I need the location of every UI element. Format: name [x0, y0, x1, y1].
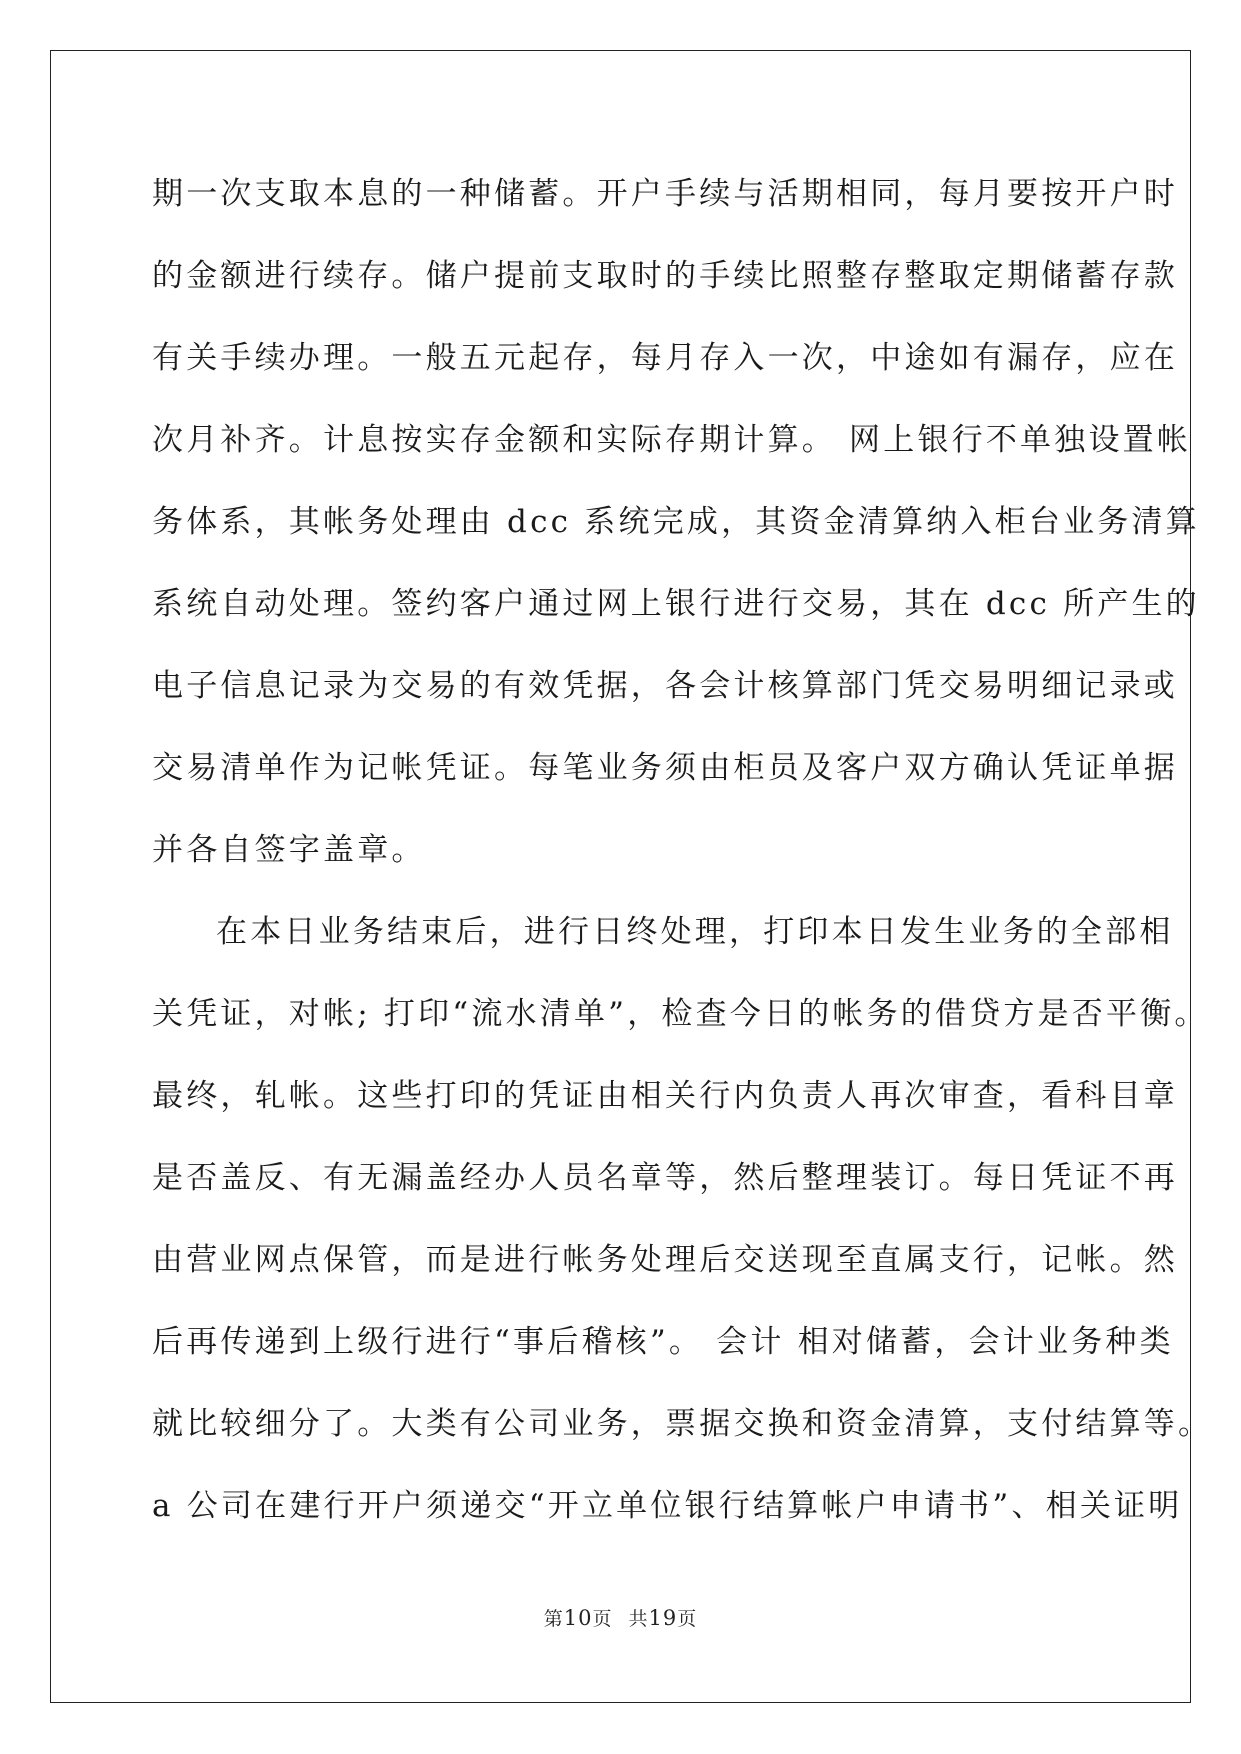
text-line-8: 交易清单作为记帐凭证。每笔业务须由柜员及客户双方确认凭证单据	[152, 750, 1178, 786]
page-prefix: 第	[543, 1608, 564, 1630]
text-line-11: 关凭证，对帐; 打印“流水清单”，检查今日的帐务的借贷方是否平衡。	[152, 996, 1209, 1032]
text-line-7: 电子信息记录为交易的有效凭据，各会计核算部门凭交易明细记录或	[152, 668, 1178, 704]
total-suffix: 页	[677, 1608, 698, 1630]
text-line-1: 期一次支取本息的一种储蓄。开户手续与活期相同，每月要按开户时	[152, 176, 1178, 212]
page-footer	[0, 1604, 1241, 1631]
current-page-number: 10	[563, 1606, 593, 1630]
text-line-17: a 公司在建行开户须递交“开立单位银行结算帐户申请书”、相关证明	[152, 1488, 1183, 1524]
text-line-10: 在本日业务结束后，进行日终处理，打印本日发生业务的全部相	[216, 914, 1174, 950]
total-prefix: 共	[628, 1608, 649, 1630]
text-line-16: 就比较细分了。大类有公司业务，票据交换和资金清算，支付结算等。	[152, 1406, 1213, 1442]
body-text	[152, 158, 1213, 1552]
page-mid: 页	[592, 1608, 613, 1630]
text-line-12: 最终，轧帐。这些打印的凭证由相关行内负责人再次审查，看科目章	[152, 1078, 1178, 1114]
text-line-3: 有关手续办理。一般五元起存，每月存入一次，中途如有漏存，应在	[152, 340, 1178, 376]
text-line-4: 次月补齐。计息按实存金额和实际存期计算。 网上银行不单独设置帐	[152, 422, 1192, 458]
text-line-9: 并各自签字盖章。	[152, 832, 426, 868]
text-line-15: 后再传递到上级行进行“事后稽核”。 会计 相对储蓄，会计业务种类	[152, 1324, 1174, 1360]
text-line-13: 是否盖反、有无漏盖经办人员名章等，然后整理装订。每日凭证不再	[152, 1160, 1178, 1196]
text-line-14: 由营业网点保管，而是进行帐务处理后交送现至直属支行，记帐。然	[152, 1242, 1178, 1278]
text-line-6: 系统自动处理。签约客户通过网上银行进行交易，其在 dcc 所产生的	[152, 586, 1200, 622]
text-line-2: 的金额进行续存。储户提前支取时的手续比照整存整取定期储蓄存款	[152, 258, 1178, 294]
text-line-5: 务体系，其帐务处理由 dcc 系统完成，其资金清算纳入柜台业务清算	[152, 504, 1200, 540]
total-page-number: 19	[648, 1606, 678, 1630]
